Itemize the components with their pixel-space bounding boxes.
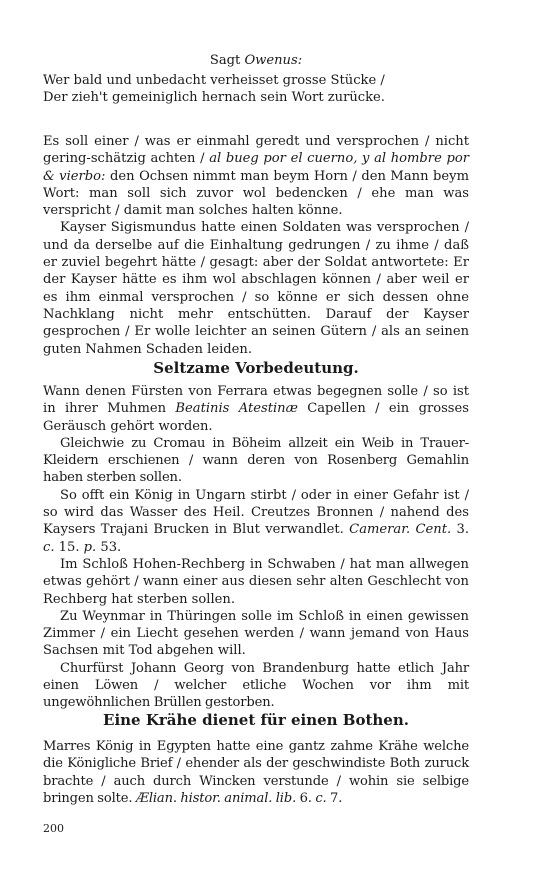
text-run: Wann denen Fürsten von Ferrara etwas begegnen solle / so ist in ihrer Muhmen — [43, 384, 469, 417]
citation: Ælian. histor. animal. lib. — [135, 790, 297, 806]
text-run: Marres König in Egypten hatte eine gantz zahme Krähe welche die Königliche Brief / ehender als der geschwindiste Both zuruck brachte / auch durch Wincken verstunde / wohin sie selbige bringen solte. — [43, 739, 469, 806]
section-heading: Eine Krähe dienet für einen Bothen. — [103, 711, 409, 729]
text-run: 15. — [54, 539, 84, 555]
spanish-proverb: al bueg por el cuerno, y al hombre por & vierbo: — [43, 151, 469, 184]
paragraph — [43, 487, 469, 556]
paragraph — [43, 738, 469, 807]
citation: Camerar. Cent. — [349, 522, 452, 538]
intro-line — [0, 53, 512, 68]
text-run: 53. — [96, 539, 122, 555]
paragraph: Im Schloß Hohen-Rechberg in Schwaben / hat man allwegen etwas gehört / wann einer aus diesen sehr alten Geschlecht von Rechberg hat sterben sollen. — [43, 556, 469, 607]
citation: c. — [315, 790, 327, 806]
citation: c. — [43, 539, 55, 555]
section-crow — [43, 738, 469, 807]
section-omens — [43, 383, 469, 712]
italic-name: Beatinis Atestinæ — [175, 401, 298, 417]
text-run: Capellen / ein grosses Geräusch gehört worden. — [43, 401, 469, 434]
text-run: So offt ein König in Ungarn stirbt / oder in einer Gefahr ist / so wird das Wasser des Heil. Creutzes Bronnen / nahend des Kaysers Trajani Brucken in Blut verwandlet. — [43, 487, 469, 538]
text-run: 6. — [296, 790, 316, 806]
section-heading: Seltzame Vorbedeutung. — [153, 359, 359, 377]
text-run: 7. — [326, 790, 343, 806]
paragraph — [43, 133, 469, 219]
verse-line: Wer bald und unbedacht verheisset grosse Stücke / — [43, 73, 385, 88]
paragraph — [43, 383, 469, 435]
paragraph: Gleichwie zu Cromau in Böheim allzeit ein Weib in Trauer-Kleidern erschienen / wann deren von Rosenberg Gemahlin haben sterben sollen. — [43, 435, 469, 486]
verse-line: Der zieh't gemeiniglich hernach sein Wort zurücke. — [43, 90, 385, 106]
page-number: 200 — [43, 822, 64, 835]
citation: p. — [83, 539, 97, 555]
text-run: Es soll einer / was er einmahl geredt und versprochen / nicht gering-schätzig achten / — [43, 134, 469, 167]
author-name: Owenus: — [244, 53, 303, 68]
paragraph: Churfürst Johann Georg von Brandenburg hatte etlich Jahr einen Löwen / welcher etliche Wochen vor ihm mit ungewöhnlichen Brüllen gestorben. — [43, 660, 469, 711]
paragraph: Kayser Sigismundus hatte einen Soldaten was versprochen / und da derselbe auf die Einhaltung gedrungen / zu ihme / daß er zuviel begehrt hätte / gesagt: aber der Soldat antwortete: Er der Kayser hätte es ihm wol abschlagen können / aber weil er es ihm einmal versprochen / so könne er sich dessen ohne Nachklang nicht mehr entschütten. Darauf der Kayser gesprochen / Er wolle leichter an seinen Gütern / als an seinen guten Nahmen Schaden leiden. — [43, 220, 469, 357]
text-run: den Ochsen nimmt man beym Horn / den Mann beym Wort: man soll sich zuvor wol bedencken / ehe man was verspricht / damit man solches halten könne. — [43, 168, 469, 219]
text-run: 3. — [451, 522, 469, 538]
intro-prefix: Sagt — [209, 53, 245, 68]
paragraph: Zu Weynmar in Thüringen solle im Schloß in einen gewissen Zimmer / ein Liecht gesehen werden / wann jemand von Haus Sachsen mit Tod abgehen will. — [43, 608, 469, 659]
verse-quote — [43, 72, 469, 107]
section-promises — [43, 133, 469, 358]
